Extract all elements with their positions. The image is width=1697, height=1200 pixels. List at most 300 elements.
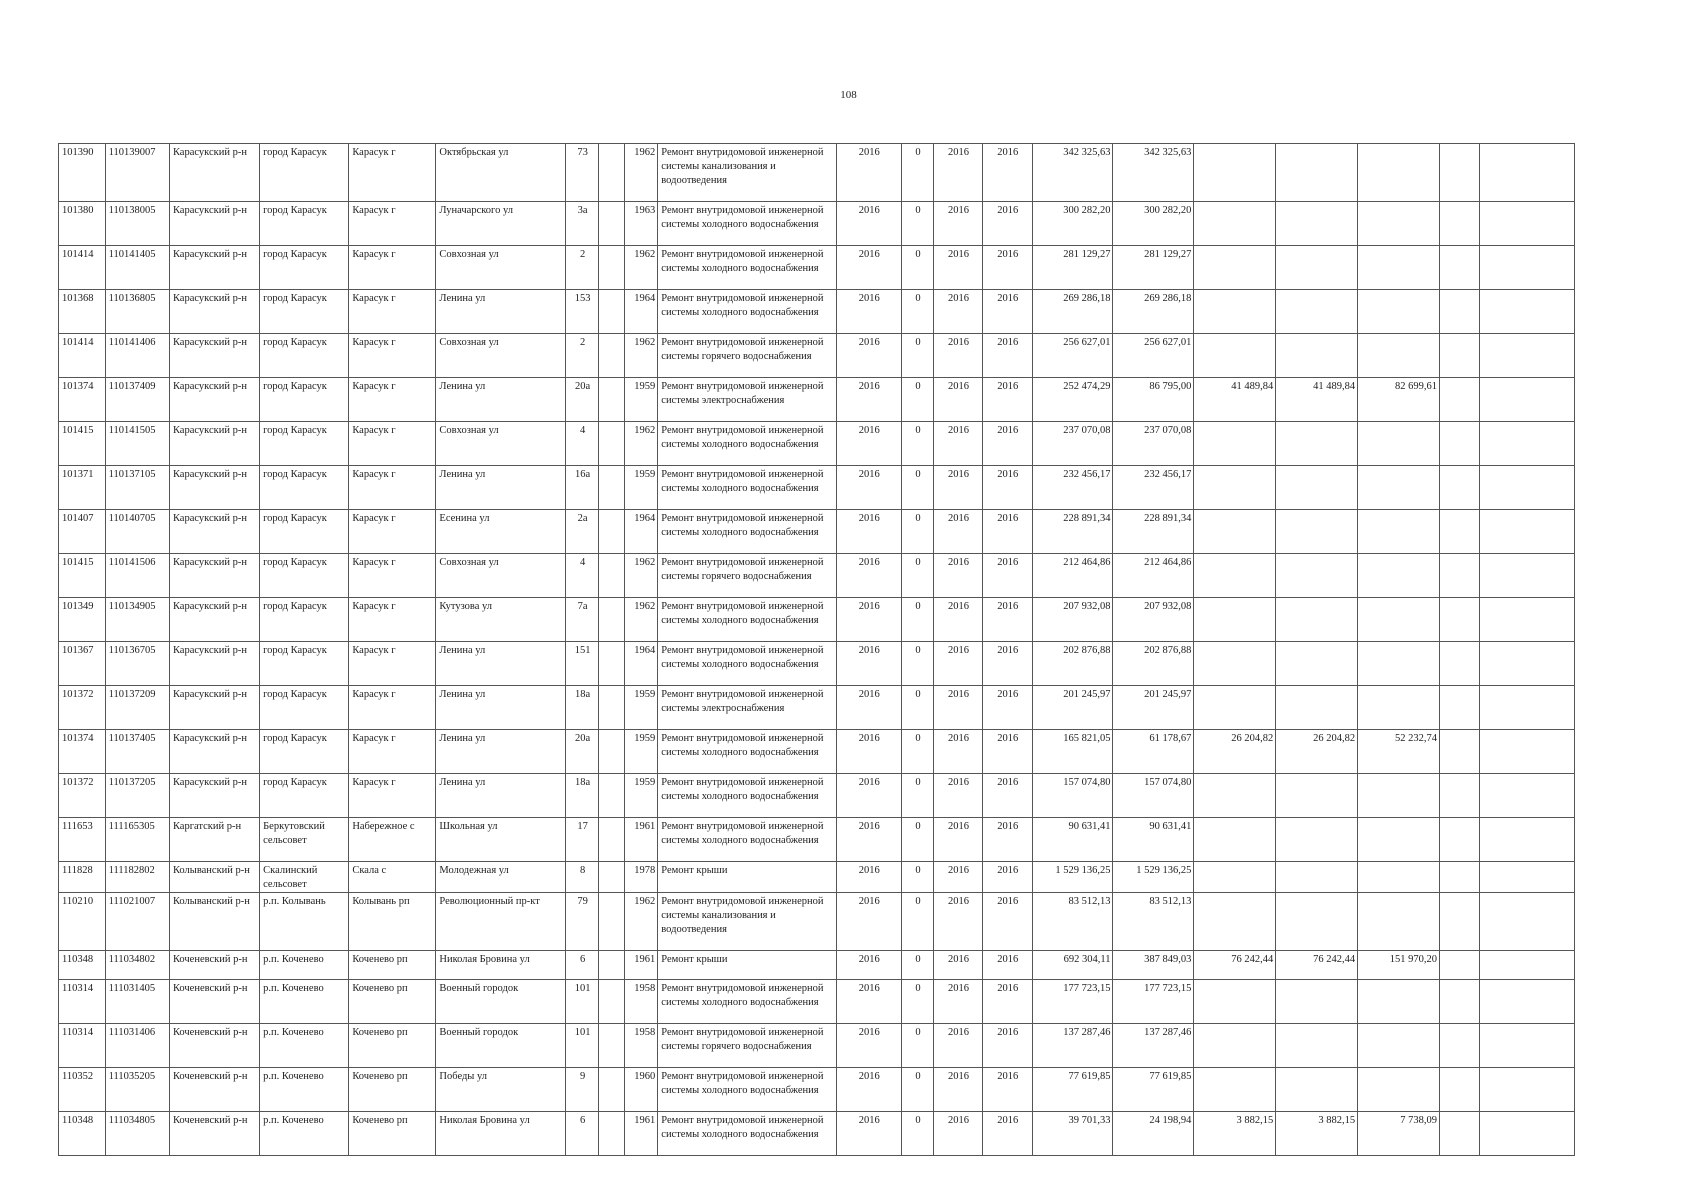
cell-building bbox=[599, 598, 625, 642]
table-row bbox=[59, 818, 1575, 862]
cell-local-amount: 76 242,44 bbox=[1276, 951, 1358, 980]
cell-plan-year: 2016 bbox=[836, 642, 901, 686]
cell-district: Коченевский р-н bbox=[169, 980, 259, 1024]
cell-object-code: 110137409 bbox=[105, 378, 169, 422]
cell-building bbox=[599, 730, 625, 774]
cell-street: Военный городок bbox=[436, 980, 566, 1024]
cell-regional-amount bbox=[1194, 642, 1276, 686]
cell-end-year: 2016 bbox=[982, 510, 1032, 554]
cell-house-id: 101414 bbox=[59, 334, 106, 378]
cell-regional-amount bbox=[1194, 598, 1276, 642]
cell-plan-year: 2016 bbox=[836, 1112, 901, 1156]
cell-extra-1 bbox=[1440, 290, 1480, 334]
table-row bbox=[59, 980, 1575, 1024]
cell-municipality: город Карасук bbox=[260, 686, 349, 730]
cell-work-type: Ремонт внутридомовой инженерной системы холодного водоснабжения bbox=[658, 1112, 836, 1156]
cell-object-code: 110141506 bbox=[105, 554, 169, 598]
cell-regional-amount: 26 204,82 bbox=[1194, 730, 1276, 774]
cell-object-code: 110138005 bbox=[105, 202, 169, 246]
table-row bbox=[59, 422, 1575, 466]
cell-year-built: 1959 bbox=[625, 466, 658, 510]
cell-extra-2 bbox=[1480, 290, 1575, 334]
cell-owners-amount bbox=[1358, 686, 1440, 730]
cell-house-number: 20а bbox=[566, 730, 599, 774]
cell-year-built: 1959 bbox=[625, 378, 658, 422]
cell-house-id: 101367 bbox=[59, 642, 106, 686]
cell-end-year: 2016 bbox=[982, 862, 1032, 893]
cell-settlement: Карасук г bbox=[349, 334, 436, 378]
cell-building bbox=[599, 466, 625, 510]
cell-extra-2 bbox=[1480, 1024, 1575, 1068]
cell-municipality: р.п. Коченево bbox=[260, 980, 349, 1024]
cell-regional-amount bbox=[1194, 893, 1276, 951]
cell-object-code: 111165305 bbox=[105, 818, 169, 862]
cell-total-cost: 1 529 136,25 bbox=[1032, 862, 1113, 893]
cell-zero-flag: 0 bbox=[901, 290, 933, 334]
cell-district: Коченевский р-н bbox=[169, 951, 259, 980]
cell-house-id: 101414 bbox=[59, 246, 106, 290]
cell-start-year: 2016 bbox=[934, 1024, 983, 1068]
cell-extra-2 bbox=[1480, 893, 1575, 951]
cell-district: Карасукский р-н bbox=[169, 246, 259, 290]
cell-extra-2 bbox=[1480, 554, 1575, 598]
cell-fund-amount: 269 286,18 bbox=[1113, 290, 1194, 334]
cell-work-type: Ремонт внутридомовой инженерной системы холодного водоснабжения bbox=[658, 818, 836, 862]
cell-extra-2 bbox=[1480, 334, 1575, 378]
cell-zero-flag: 0 bbox=[901, 774, 933, 818]
cell-zero-flag: 0 bbox=[901, 144, 933, 202]
cell-building bbox=[599, 554, 625, 598]
cell-extra-2 bbox=[1480, 378, 1575, 422]
cell-plan-year: 2016 bbox=[836, 1024, 901, 1068]
cell-street: Кутузова ул bbox=[436, 598, 566, 642]
cell-fund-amount: 137 287,46 bbox=[1113, 1024, 1194, 1068]
cell-zero-flag: 0 bbox=[901, 1112, 933, 1156]
cell-plan-year: 2016 bbox=[836, 466, 901, 510]
cell-house-id: 110352 bbox=[59, 1068, 106, 1112]
cell-start-year: 2016 bbox=[934, 980, 983, 1024]
cell-plan-year: 2016 bbox=[836, 980, 901, 1024]
cell-fund-amount: 207 932,08 bbox=[1113, 598, 1194, 642]
cell-street: Ленина ул bbox=[436, 290, 566, 334]
cell-plan-year: 2016 bbox=[836, 951, 901, 980]
cell-object-code: 110141405 bbox=[105, 246, 169, 290]
cell-settlement: Карасук г bbox=[349, 598, 436, 642]
cell-building bbox=[599, 290, 625, 334]
cell-start-year: 2016 bbox=[934, 422, 983, 466]
cell-municipality: Беркутовский сельсовет bbox=[260, 818, 349, 862]
cell-total-cost: 157 074,80 bbox=[1032, 774, 1113, 818]
cell-municipality: город Карасук bbox=[260, 466, 349, 510]
cell-start-year: 2016 bbox=[934, 246, 983, 290]
cell-object-code: 110141406 bbox=[105, 334, 169, 378]
cell-year-built: 1962 bbox=[625, 144, 658, 202]
cell-district: Карасукский р-н bbox=[169, 554, 259, 598]
cell-owners-amount bbox=[1358, 422, 1440, 466]
cell-local-amount bbox=[1276, 1024, 1358, 1068]
table-body bbox=[59, 144, 1575, 1156]
cell-settlement: Карасук г bbox=[349, 378, 436, 422]
cell-owners-amount: 7 738,09 bbox=[1358, 1112, 1440, 1156]
cell-extra-2 bbox=[1480, 818, 1575, 862]
cell-extra-2 bbox=[1480, 980, 1575, 1024]
cell-settlement: Карасук г bbox=[349, 686, 436, 730]
cell-municipality: город Карасук bbox=[260, 598, 349, 642]
cell-total-cost: 281 129,27 bbox=[1032, 246, 1113, 290]
cell-owners-amount bbox=[1358, 202, 1440, 246]
cell-end-year: 2016 bbox=[982, 1112, 1032, 1156]
cell-owners-amount bbox=[1358, 334, 1440, 378]
cell-year-built: 1978 bbox=[625, 862, 658, 893]
cell-total-cost: 177 723,15 bbox=[1032, 980, 1113, 1024]
cell-total-cost: 232 456,17 bbox=[1032, 466, 1113, 510]
cell-work-type: Ремонт внутридомовой инженерной системы холодного водоснабжения bbox=[658, 980, 836, 1024]
cell-street: Ленина ул bbox=[436, 730, 566, 774]
cell-owners-amount bbox=[1358, 598, 1440, 642]
cell-house-number: 17 bbox=[566, 818, 599, 862]
cell-municipality: город Карасук bbox=[260, 378, 349, 422]
cell-object-code: 111031406 bbox=[105, 1024, 169, 1068]
cell-house-number: 153 bbox=[566, 290, 599, 334]
cell-district: Карасукский р-н bbox=[169, 730, 259, 774]
cell-settlement: Карасук г bbox=[349, 246, 436, 290]
cell-zero-flag: 0 bbox=[901, 422, 933, 466]
cell-building bbox=[599, 1024, 625, 1068]
cell-owners-amount bbox=[1358, 510, 1440, 554]
cell-building bbox=[599, 686, 625, 730]
cell-house-id: 101349 bbox=[59, 598, 106, 642]
cell-owners-amount bbox=[1358, 774, 1440, 818]
cell-extra-1 bbox=[1440, 893, 1480, 951]
cell-settlement: Колывань рп bbox=[349, 893, 436, 951]
cell-municipality: город Карасук bbox=[260, 554, 349, 598]
cell-local-amount bbox=[1276, 422, 1358, 466]
cell-building bbox=[599, 980, 625, 1024]
cell-municipality: Скалинский сельсовет bbox=[260, 862, 349, 893]
cell-end-year: 2016 bbox=[982, 598, 1032, 642]
cell-regional-amount bbox=[1194, 774, 1276, 818]
cell-district: Карасукский р-н bbox=[169, 290, 259, 334]
cell-municipality: город Карасук bbox=[260, 202, 349, 246]
table-row bbox=[59, 554, 1575, 598]
cell-local-amount bbox=[1276, 290, 1358, 334]
cell-extra-1 bbox=[1440, 1024, 1480, 1068]
cell-street: Ленина ул bbox=[436, 466, 566, 510]
cell-owners-amount: 82 699,61 bbox=[1358, 378, 1440, 422]
cell-house-id: 101368 bbox=[59, 290, 106, 334]
cell-work-type: Ремонт внутридомовой инженерной системы холодного водоснабжения bbox=[658, 598, 836, 642]
cell-work-type: Ремонт внутридомовой инженерной системы холодного водоснабжения bbox=[658, 246, 836, 290]
cell-start-year: 2016 bbox=[934, 951, 983, 980]
cell-settlement: Карасук г bbox=[349, 774, 436, 818]
cell-building bbox=[599, 818, 625, 862]
cell-work-type: Ремонт внутридомовой инженерной системы холодного водоснабжения bbox=[658, 466, 836, 510]
cell-owners-amount bbox=[1358, 466, 1440, 510]
cell-house-number: 2а bbox=[566, 510, 599, 554]
cell-fund-amount: 387 849,03 bbox=[1113, 951, 1194, 980]
cell-start-year: 2016 bbox=[934, 730, 983, 774]
table-row bbox=[59, 378, 1575, 422]
cell-work-type: Ремонт внутридомовой инженерной системы горячего водоснабжения bbox=[658, 1024, 836, 1068]
cell-object-code: 111031405 bbox=[105, 980, 169, 1024]
table-row bbox=[59, 1068, 1575, 1112]
cell-municipality: город Карасук bbox=[260, 510, 349, 554]
cell-municipality: город Карасук bbox=[260, 642, 349, 686]
cell-building bbox=[599, 378, 625, 422]
cell-street: Ленина ул bbox=[436, 642, 566, 686]
cell-extra-1 bbox=[1440, 642, 1480, 686]
cell-total-cost: 342 325,63 bbox=[1032, 144, 1113, 202]
cell-fund-amount: 212 464,86 bbox=[1113, 554, 1194, 598]
cell-fund-amount: 281 129,27 bbox=[1113, 246, 1194, 290]
cell-start-year: 2016 bbox=[934, 334, 983, 378]
cell-extra-1 bbox=[1440, 378, 1480, 422]
cell-zero-flag: 0 bbox=[901, 1068, 933, 1112]
cell-street: Ленина ул bbox=[436, 378, 566, 422]
cell-owners-amount bbox=[1358, 818, 1440, 862]
table-row bbox=[59, 730, 1575, 774]
cell-building bbox=[599, 642, 625, 686]
table-row bbox=[59, 144, 1575, 202]
cell-owners-amount bbox=[1358, 980, 1440, 1024]
cell-street: Есенина ул bbox=[436, 510, 566, 554]
cell-extra-1 bbox=[1440, 862, 1480, 893]
cell-municipality: город Карасук bbox=[260, 774, 349, 818]
capital-repair-table bbox=[58, 143, 1575, 1156]
cell-total-cost: 212 464,86 bbox=[1032, 554, 1113, 598]
cell-plan-year: 2016 bbox=[836, 554, 901, 598]
cell-start-year: 2016 bbox=[934, 378, 983, 422]
cell-house-id: 111828 bbox=[59, 862, 106, 893]
cell-regional-amount bbox=[1194, 1068, 1276, 1112]
cell-fund-amount: 342 325,63 bbox=[1113, 144, 1194, 202]
table-row bbox=[59, 598, 1575, 642]
cell-zero-flag: 0 bbox=[901, 202, 933, 246]
cell-extra-2 bbox=[1480, 686, 1575, 730]
cell-local-amount bbox=[1276, 818, 1358, 862]
cell-building bbox=[599, 893, 625, 951]
cell-end-year: 2016 bbox=[982, 730, 1032, 774]
cell-year-built: 1959 bbox=[625, 730, 658, 774]
cell-owners-amount bbox=[1358, 246, 1440, 290]
cell-total-cost: 237 070,08 bbox=[1032, 422, 1113, 466]
cell-object-code: 110137209 bbox=[105, 686, 169, 730]
cell-municipality: р.п. Колывань bbox=[260, 893, 349, 951]
cell-zero-flag: 0 bbox=[901, 554, 933, 598]
cell-work-type: Ремонт внутридомовой инженерной системы холодного водоснабжения bbox=[658, 422, 836, 466]
cell-street: Победы ул bbox=[436, 1068, 566, 1112]
cell-extra-2 bbox=[1480, 246, 1575, 290]
cell-house-id: 110210 bbox=[59, 893, 106, 951]
cell-total-cost: 165 821,05 bbox=[1032, 730, 1113, 774]
cell-year-built: 1964 bbox=[625, 642, 658, 686]
cell-regional-amount bbox=[1194, 422, 1276, 466]
cell-work-type: Ремонт внутридомовой инженерной системы горячего водоснабжения bbox=[658, 554, 836, 598]
cell-plan-year: 2016 bbox=[836, 290, 901, 334]
cell-district: Коченевский р-н bbox=[169, 1068, 259, 1112]
cell-regional-amount: 3 882,15 bbox=[1194, 1112, 1276, 1156]
cell-object-code: 111034802 bbox=[105, 951, 169, 980]
cell-house-id: 101407 bbox=[59, 510, 106, 554]
cell-street: Совхозная ул bbox=[436, 422, 566, 466]
cell-house-id: 101372 bbox=[59, 686, 106, 730]
cell-settlement: Коченево рп bbox=[349, 951, 436, 980]
cell-object-code: 111035205 bbox=[105, 1068, 169, 1112]
cell-district: Коченевский р-н bbox=[169, 1024, 259, 1068]
cell-house-id: 101374 bbox=[59, 378, 106, 422]
cell-zero-flag: 0 bbox=[901, 730, 933, 774]
cell-fund-amount: 90 631,41 bbox=[1113, 818, 1194, 862]
cell-house-id: 101415 bbox=[59, 554, 106, 598]
cell-total-cost: 256 627,01 bbox=[1032, 334, 1113, 378]
cell-work-type: Ремонт внутридомовой инженерной системы электроснабжения bbox=[658, 378, 836, 422]
cell-local-amount: 41 489,84 bbox=[1276, 378, 1358, 422]
cell-settlement: Карасук г bbox=[349, 510, 436, 554]
table-row bbox=[59, 893, 1575, 951]
cell-extra-2 bbox=[1480, 862, 1575, 893]
cell-year-built: 1962 bbox=[625, 422, 658, 466]
cell-local-amount bbox=[1276, 510, 1358, 554]
cell-end-year: 2016 bbox=[982, 951, 1032, 980]
cell-house-number: 151 bbox=[566, 642, 599, 686]
cell-year-built: 1964 bbox=[625, 290, 658, 334]
cell-year-built: 1964 bbox=[625, 510, 658, 554]
cell-street: Ленина ул bbox=[436, 686, 566, 730]
cell-extra-1 bbox=[1440, 202, 1480, 246]
cell-end-year: 2016 bbox=[982, 422, 1032, 466]
cell-year-built: 1960 bbox=[625, 1068, 658, 1112]
cell-regional-amount bbox=[1194, 144, 1276, 202]
cell-extra-1 bbox=[1440, 980, 1480, 1024]
cell-house-id: 110314 bbox=[59, 980, 106, 1024]
cell-local-amount bbox=[1276, 774, 1358, 818]
cell-house-id: 101374 bbox=[59, 730, 106, 774]
cell-fund-amount: 256 627,01 bbox=[1113, 334, 1194, 378]
cell-house-id: 101380 bbox=[59, 202, 106, 246]
cell-end-year: 2016 bbox=[982, 202, 1032, 246]
table-row bbox=[59, 202, 1575, 246]
cell-zero-flag: 0 bbox=[901, 642, 933, 686]
cell-house-id: 110348 bbox=[59, 1112, 106, 1156]
cell-house-number: 73 bbox=[566, 144, 599, 202]
cell-extra-1 bbox=[1440, 1112, 1480, 1156]
cell-street: Школьная ул bbox=[436, 818, 566, 862]
cell-year-built: 1961 bbox=[625, 1112, 658, 1156]
table-row bbox=[59, 1024, 1575, 1068]
cell-settlement: Карасук г bbox=[349, 642, 436, 686]
cell-regional-amount bbox=[1194, 202, 1276, 246]
cell-regional-amount bbox=[1194, 466, 1276, 510]
cell-work-type: Ремонт внутридомовой инженерной системы электроснабжения bbox=[658, 686, 836, 730]
cell-local-amount bbox=[1276, 862, 1358, 893]
cell-extra-2 bbox=[1480, 202, 1575, 246]
cell-end-year: 2016 bbox=[982, 686, 1032, 730]
table-row bbox=[59, 951, 1575, 980]
cell-total-cost: 202 876,88 bbox=[1032, 642, 1113, 686]
cell-year-built: 1962 bbox=[625, 893, 658, 951]
cell-municipality: город Карасук bbox=[260, 246, 349, 290]
cell-object-code: 110134905 bbox=[105, 598, 169, 642]
cell-local-amount bbox=[1276, 144, 1358, 202]
cell-extra-1 bbox=[1440, 554, 1480, 598]
cell-regional-amount bbox=[1194, 686, 1276, 730]
cell-total-cost: 207 932,08 bbox=[1032, 598, 1113, 642]
cell-start-year: 2016 bbox=[934, 818, 983, 862]
cell-district: Карасукский р-н bbox=[169, 334, 259, 378]
cell-fund-amount: 83 512,13 bbox=[1113, 893, 1194, 951]
cell-start-year: 2016 bbox=[934, 686, 983, 730]
cell-extra-2 bbox=[1480, 510, 1575, 554]
cell-work-type: Ремонт внутридомовой инженерной системы холодного водоснабжения bbox=[658, 774, 836, 818]
cell-house-number: 18а bbox=[566, 774, 599, 818]
cell-house-number: 4 bbox=[566, 422, 599, 466]
cell-zero-flag: 0 bbox=[901, 818, 933, 862]
cell-object-code: 111021007 bbox=[105, 893, 169, 951]
cell-end-year: 2016 bbox=[982, 144, 1032, 202]
cell-plan-year: 2016 bbox=[836, 862, 901, 893]
cell-start-year: 2016 bbox=[934, 1068, 983, 1112]
cell-street: Совхозная ул bbox=[436, 334, 566, 378]
cell-total-cost: 77 619,85 bbox=[1032, 1068, 1113, 1112]
cell-total-cost: 90 631,41 bbox=[1032, 818, 1113, 862]
cell-municipality: р.п. Коченево bbox=[260, 1112, 349, 1156]
cell-start-year: 2016 bbox=[934, 290, 983, 334]
cell-local-amount bbox=[1276, 980, 1358, 1024]
cell-zero-flag: 0 bbox=[901, 980, 933, 1024]
cell-plan-year: 2016 bbox=[836, 510, 901, 554]
cell-end-year: 2016 bbox=[982, 334, 1032, 378]
cell-house-number: 4 bbox=[566, 554, 599, 598]
cell-extra-1 bbox=[1440, 510, 1480, 554]
cell-fund-amount: 1 529 136,25 bbox=[1113, 862, 1194, 893]
cell-zero-flag: 0 bbox=[901, 893, 933, 951]
cell-zero-flag: 0 bbox=[901, 334, 933, 378]
cell-start-year: 2016 bbox=[934, 893, 983, 951]
table-row bbox=[59, 466, 1575, 510]
cell-extra-2 bbox=[1480, 144, 1575, 202]
cell-fund-amount: 237 070,08 bbox=[1113, 422, 1194, 466]
cell-work-type: Ремонт внутридомовой инженерной системы горячего водоснабжения bbox=[658, 334, 836, 378]
cell-house-number: 79 bbox=[566, 893, 599, 951]
cell-object-code: 110137105 bbox=[105, 466, 169, 510]
cell-municipality: город Карасук bbox=[260, 730, 349, 774]
cell-building bbox=[599, 144, 625, 202]
cell-total-cost: 692 304,11 bbox=[1032, 951, 1113, 980]
cell-settlement: Скала с bbox=[349, 862, 436, 893]
cell-street: Совхозная ул bbox=[436, 246, 566, 290]
cell-local-amount bbox=[1276, 466, 1358, 510]
cell-object-code: 110136705 bbox=[105, 642, 169, 686]
cell-zero-flag: 0 bbox=[901, 686, 933, 730]
cell-plan-year: 2016 bbox=[836, 334, 901, 378]
cell-house-number: 16а bbox=[566, 466, 599, 510]
cell-plan-year: 2016 bbox=[836, 774, 901, 818]
cell-building bbox=[599, 1068, 625, 1112]
cell-local-amount bbox=[1276, 1068, 1358, 1112]
cell-plan-year: 2016 bbox=[836, 378, 901, 422]
cell-house-number: 2 bbox=[566, 246, 599, 290]
cell-district: Колыванский р-н bbox=[169, 893, 259, 951]
cell-end-year: 2016 bbox=[982, 378, 1032, 422]
cell-district: Карасукский р-н bbox=[169, 598, 259, 642]
cell-extra-1 bbox=[1440, 1068, 1480, 1112]
cell-regional-amount bbox=[1194, 1024, 1276, 1068]
cell-fund-amount: 61 178,67 bbox=[1113, 730, 1194, 774]
cell-extra-1 bbox=[1440, 774, 1480, 818]
cell-plan-year: 2016 bbox=[836, 144, 901, 202]
cell-owners-amount bbox=[1358, 144, 1440, 202]
cell-local-amount bbox=[1276, 202, 1358, 246]
